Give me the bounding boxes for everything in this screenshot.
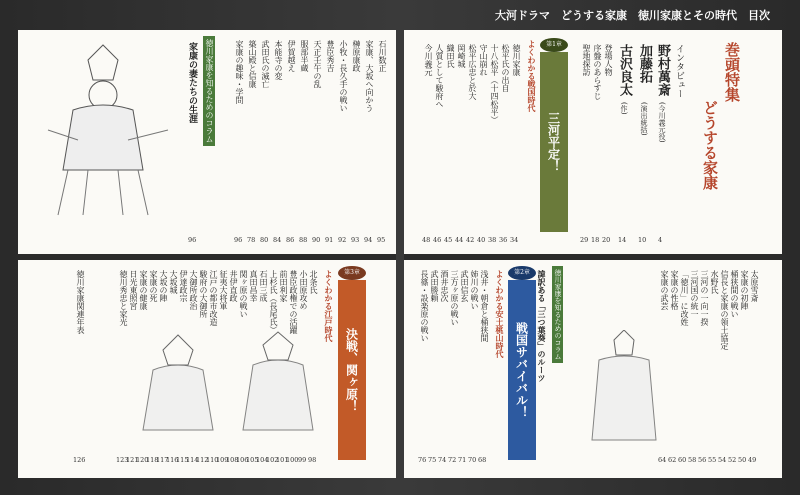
page-num: 18 — [591, 236, 600, 244]
page-num: 70 — [468, 456, 477, 464]
page-divider — [404, 254, 782, 260]
page-num: 68 — [478, 456, 487, 464]
page-num: 94 — [364, 236, 373, 244]
toc-item: 伊達政宗 — [179, 270, 188, 302]
page-num: 110 — [206, 456, 219, 464]
section3-number: 第3章 — [338, 266, 366, 280]
page-num: 34 — [510, 236, 519, 244]
page-num: 60 — [678, 456, 687, 464]
toc-item: 大坂城 — [169, 270, 178, 294]
toc-item: 岡崎城 — [457, 44, 466, 68]
header-title: 大河ドラマ どうする家康 徳川家康とその時代 目次 — [495, 9, 770, 22]
feature-label: 巻頭特集 — [723, 42, 741, 102]
toc-item: 家康の趣味・学問 — [235, 40, 244, 104]
page-num: 38 — [488, 236, 497, 244]
toc-item: 聖地探訪 — [582, 44, 591, 76]
warriors-illustration — [133, 330, 333, 440]
page-num: 62 — [668, 456, 677, 464]
toc-item: 石川数正 — [378, 40, 387, 72]
interview-name: 加藤拓 — [637, 44, 652, 83]
page-num: 117 — [156, 456, 169, 464]
toc-item: 三方ヶ原の戦い — [450, 270, 459, 326]
toc-item: 徳川秀忠と家光 — [119, 270, 128, 326]
toc-item: 登場人物 — [604, 44, 613, 76]
page-num: 4 — [658, 236, 663, 244]
toc-item: 関ヶ原の戦い — [239, 270, 248, 318]
page-num: 76 — [418, 456, 427, 464]
toc-item: 井伊直政 — [229, 270, 238, 302]
page-num: 115 — [176, 456, 189, 464]
toc-item: 征夷大将軍 — [219, 270, 228, 310]
toc-item: 水野氏 — [710, 270, 719, 294]
section3-badge: よくわかる江戸時代 — [324, 270, 334, 342]
toc-item: 武田勝頼 — [430, 270, 439, 302]
page-num: 14 — [618, 236, 627, 244]
interview-name: 野村萬斎 — [655, 44, 670, 96]
page-num: 118 — [146, 456, 159, 464]
toc-item: 大坂の陣 — [159, 270, 168, 302]
toc-item: 家康の健康 — [139, 270, 148, 310]
interview-role: (今川義元役) — [658, 102, 666, 143]
toc-item: 家康の性格 — [670, 270, 679, 310]
section2-badge: よくわかる安土桃山時代 — [495, 270, 505, 358]
interview-label: インタビュー — [674, 44, 684, 98]
page-num: 84 — [273, 236, 282, 244]
toc-item: 桶狭間の戦い — [730, 270, 739, 318]
page-num: 80 — [260, 236, 269, 244]
page-num: 56 — [698, 456, 707, 464]
toc-item: 守山崩れ — [479, 44, 488, 76]
page-num: 121 — [126, 456, 139, 464]
page-num: 58 — [688, 456, 697, 464]
page-num: 78 — [247, 236, 256, 244]
page-num: 120 — [136, 456, 149, 464]
toc-item: 小田原攻め — [299, 270, 308, 310]
samurai-illustration — [28, 40, 178, 220]
toc-item: 三河国の統一 — [690, 270, 699, 318]
toc-item: 豊臣秀吉 — [326, 40, 335, 72]
page-num: 55 — [708, 456, 717, 464]
toc-item: 人質として駿府へ — [435, 44, 444, 108]
page-num: 108 — [226, 456, 239, 464]
toc-item: 「徳川」に改姓 — [680, 270, 689, 326]
page-num: 49 — [748, 456, 757, 464]
page-num: 126 — [73, 456, 86, 464]
toc-item: 築山殿と信康 — [248, 40, 257, 88]
page-num: 112 — [196, 456, 209, 464]
toc-item: 真田昌幸 — [249, 270, 258, 302]
column-page: 96 — [188, 236, 197, 244]
toc-item: 本能寺の変 — [274, 40, 283, 80]
toc-item: 三河の一向一揆 — [700, 270, 709, 326]
page-num: 29 — [580, 236, 589, 244]
toc-item: 武田氏の滅亡 — [261, 40, 270, 88]
page-num: 98 — [308, 456, 317, 464]
page-num: 99 — [298, 456, 307, 464]
toc-item: 家康、大坂へ向かう — [365, 40, 374, 112]
page-num: 20 — [602, 236, 611, 244]
interview-role: (演出統括) — [640, 102, 648, 136]
page-num: 36 — [499, 236, 508, 244]
toc-item: 武田信玄 — [460, 270, 469, 302]
page-num: 40 — [477, 236, 486, 244]
page-num: 109 — [216, 456, 229, 464]
toc-item: 松平広忠と於大 — [468, 44, 477, 100]
section1-number: 第1章 — [540, 38, 568, 52]
toc-item: 太原雪斎 — [750, 270, 759, 302]
page-num: 102 — [266, 456, 279, 464]
toc-item: 前田利家 — [279, 270, 288, 302]
page-num: 123 — [116, 456, 129, 464]
page-num: 64 — [658, 456, 667, 464]
toc-item: 姉川の戦い — [470, 270, 479, 310]
page-num: 75 — [428, 456, 437, 464]
page-num: 54 — [718, 456, 727, 464]
toc-item: 駿府の大御所 — [199, 270, 208, 318]
toc-item: 家康の初陣 — [740, 270, 749, 310]
page-num: 46 — [433, 236, 442, 244]
toc-item: 大御所政治 — [189, 270, 198, 310]
page-num: 71 — [458, 456, 467, 464]
page-num: 45 — [444, 236, 453, 244]
column-badge: 徳川家康を知るためのコラム — [203, 36, 215, 146]
samurai-illustration — [584, 330, 664, 450]
page-num: 10 — [638, 236, 647, 244]
left-page — [18, 30, 396, 478]
toc-item: 石田三成 — [259, 270, 268, 302]
page-num: 52 — [728, 456, 737, 464]
column-title: 家康の妻たちの生涯 — [187, 42, 197, 123]
toc-item: 長篠・設楽原の戦い — [420, 270, 429, 342]
page-num: 116 — [166, 456, 179, 464]
page-num: 105 — [246, 456, 259, 464]
right-page — [404, 30, 782, 478]
toc-item: 信長と家康の領土協定 — [720, 270, 729, 350]
page-num: 44 — [455, 236, 464, 244]
toc-item: 天正壬午の乱 — [313, 40, 322, 88]
page-num: 104 — [256, 456, 269, 464]
toc-item: 豊臣政権での活躍 — [289, 270, 298, 334]
section3-banner: 決戦、関ヶ原！ — [338, 280, 366, 460]
page-num: 92 — [338, 236, 347, 244]
toc-item: 伊賀越え — [287, 40, 296, 72]
page-num: 91 — [325, 236, 334, 244]
toc-item: 江戸の都市改造 — [209, 270, 218, 326]
page-num: 74 — [438, 456, 447, 464]
page-num: 90 — [312, 236, 321, 244]
page-num: 48 — [422, 236, 431, 244]
feature-title: どうする家康 — [701, 100, 719, 190]
toc-item: 榊原康政 — [352, 40, 361, 72]
interview-role: (作) — [620, 102, 628, 115]
toc-item: 徳川家康関連年表 — [76, 270, 85, 334]
interview-name: 古沢良太 — [617, 44, 632, 96]
column-badge: 徳川家康を知るためのコラム — [552, 266, 563, 363]
section2-number: 第2章 — [508, 266, 536, 280]
page-num: 100 — [286, 456, 299, 464]
page-num: 72 — [448, 456, 457, 464]
page-divider — [18, 254, 396, 260]
toc-item: 浅井・朝倉と桶狭間 — [480, 270, 489, 342]
toc-item: 織田氏 — [446, 44, 455, 68]
toc-item: 日光東照宮 — [129, 270, 138, 310]
toc-item: 十八松平（十四松平） — [490, 44, 499, 124]
toc-item: 服部半蔵 — [300, 40, 309, 72]
page-num: 106 — [236, 456, 249, 464]
section1-badge: よくわかる戦国時代 — [527, 40, 537, 112]
page-num: 86 — [286, 236, 295, 244]
toc-item: 上杉氏（長尾氏） — [269, 270, 278, 334]
toc-item: 今川義元 — [424, 44, 433, 76]
page-num: 93 — [351, 236, 360, 244]
toc-item: 酒井忠次 — [440, 270, 449, 302]
page-num: 95 — [377, 236, 386, 244]
toc-item: 徳川家康 — [512, 44, 521, 76]
toc-item: 序盤のあらすじ — [593, 44, 602, 100]
page-num: 101 — [276, 456, 289, 464]
page-num: 42 — [466, 236, 475, 244]
toc-item: 松平氏の出自 — [501, 44, 510, 92]
page-num: 114 — [186, 456, 199, 464]
page-num: 96 — [234, 236, 243, 244]
toc-item: 北条氏 — [309, 270, 318, 294]
toc-item: 家康の死 — [149, 270, 158, 302]
toc-item: 家康の武芸 — [660, 270, 669, 310]
section2-banner: 戦国サバイバル！ — [508, 280, 536, 460]
page-num: 50 — [738, 456, 747, 464]
toc-item: 小牧・長久手の戦い — [339, 40, 348, 112]
section1-banner: 三河平定！ — [540, 52, 568, 232]
page-num: 88 — [299, 236, 308, 244]
column-title: 諱訳ある「三つ葉葵」のルーツ — [537, 270, 547, 382]
